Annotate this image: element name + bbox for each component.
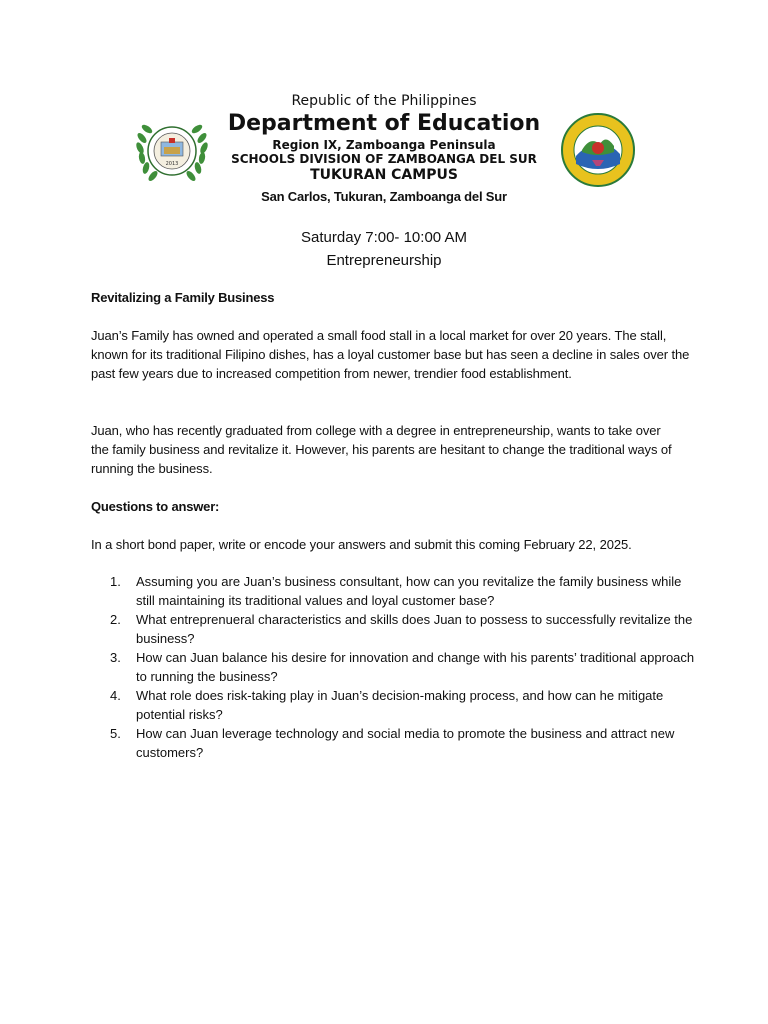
campus-address: San Carlos, Tukuran, Zamboanga del Sur bbox=[261, 189, 507, 204]
question-number: 2. bbox=[110, 612, 121, 627]
question-text: What role does risk-taking play in Juan’s decision-making process, and how can he mitigate potential risks? bbox=[136, 688, 664, 722]
case-paragraph-1: Juan’s Family has owned and operated a small food stall in a local market for over 20 years. The stall, known for its traditional Filipino dishes, has a loyal customer base but has seen a decline in sales over the past few years due to increased competition from newer, trendier food establishment. bbox=[91, 328, 690, 381]
letterhead bbox=[0, 92, 768, 206]
instruction-line: In a short bond paper, write or encode your answers and submit this coming February 22, 2025. bbox=[91, 537, 632, 552]
region-line: Region IX, Zamboanga Peninsula bbox=[272, 138, 496, 152]
question-number: 4. bbox=[110, 688, 121, 703]
question-text: How can Juan leverage technology and social media to promote the business and attract new customers? bbox=[136, 726, 675, 760]
case-title: Revitalizing a Family Business bbox=[91, 290, 275, 305]
question-number: 5. bbox=[110, 726, 121, 741]
republic-title: Republic of the Philippines bbox=[291, 93, 477, 109]
question-item bbox=[110, 648, 695, 686]
campus-name: TUKURAN CAMPUS bbox=[310, 167, 458, 183]
question-item bbox=[110, 610, 695, 648]
question-number: 3. bbox=[110, 650, 121, 665]
question-item bbox=[110, 572, 695, 610]
question-number: 1. bbox=[110, 574, 121, 589]
question-text: How can Juan balance his desire for innovation and change with his parents’ traditional approach to running the business? bbox=[136, 650, 695, 684]
schedule-line: Saturday 7:00- 10:00 AM bbox=[301, 229, 467, 246]
subject-line: Entrepreneurship bbox=[326, 252, 442, 269]
questions-list bbox=[110, 572, 695, 762]
seal-year-text: 2013 bbox=[165, 161, 179, 167]
department-title: Department of Education bbox=[227, 111, 541, 136]
question-text: Assuming you are Juan’s business consultant, how can you revitalize the family business while still maintaining its traditional values and loyal customer base? bbox=[136, 574, 682, 608]
question-item bbox=[110, 686, 695, 724]
case-paragraph-2: Juan, who has recently graduated from college with a degree in entrepreneurship, wants to take over the family business and revitalize it. However, his parents are hesitant to change the traditional ways of running the business. bbox=[91, 423, 672, 476]
question-text: What entreprenueral characteristics and skills does Juan to possess to successfully revitalize the business? bbox=[136, 612, 693, 646]
division-line: SCHOOLS DIVISION OF ZAMBOANGA DEL SUR bbox=[231, 152, 537, 166]
question-item bbox=[110, 724, 695, 762]
questions-heading: Questions to answer: bbox=[91, 499, 220, 514]
class-info bbox=[0, 226, 768, 272]
